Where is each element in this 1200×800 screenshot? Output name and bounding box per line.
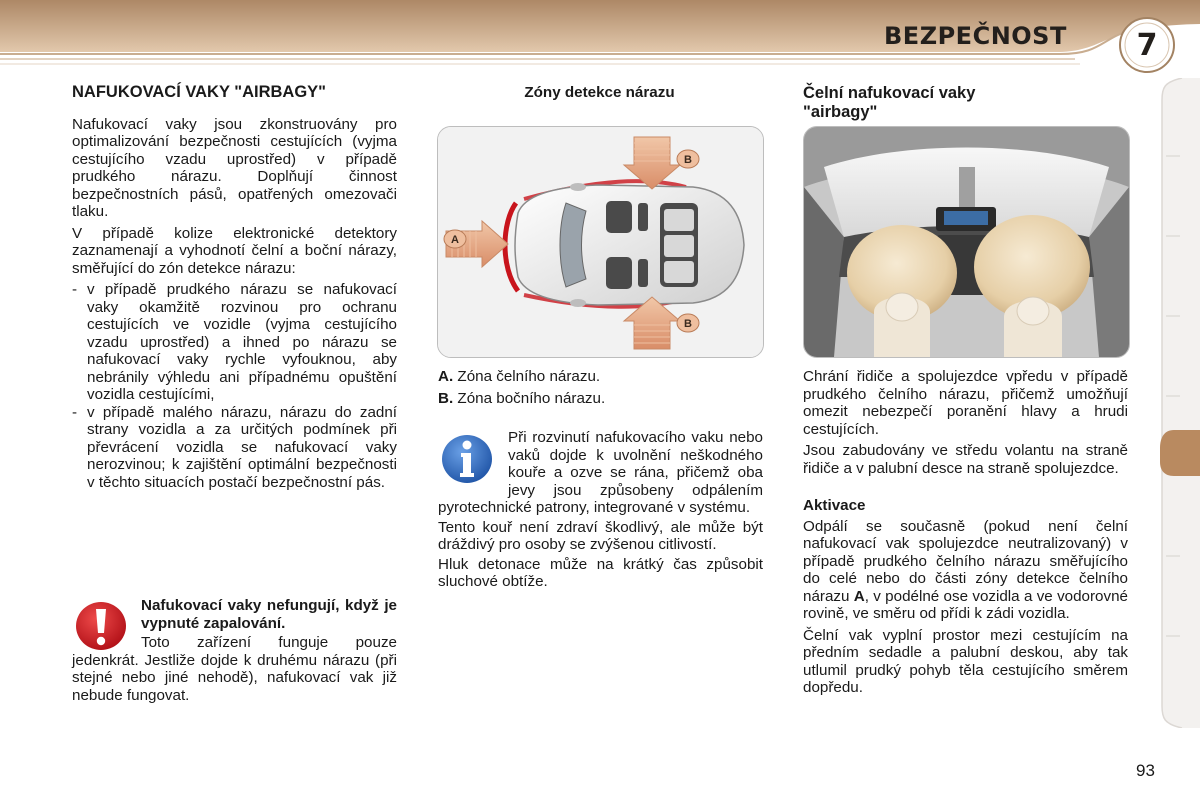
list-item-text: v případě malého nárazu, nárazu do zadní strany vozidla a za určitých podmínek při převrácení vozidla se nafukovací vaky nerozvinou; k zajištění optimální bezpečnosti v těchto situacích postačí bezpečnostní pás.: [87, 403, 397, 491]
left-column: [72, 82, 397, 491]
info-paragraph: Tento kouř není zdraví škodlivý, ale může být dráždivý pro osoby se zvýšenou citlivostí.: [438, 518, 763, 553]
label-b-bottom-badge: [677, 314, 699, 332]
list-item-text: v případě prudkého nárazu se nafukovací vaky okamžitě rozvinou pro ochranu cestujících ve vozidle (vyjma cestujícího vzadu uprostřed) a ihned po nárazu se nafukovací vaky rychle vyfouknou, aby nebránily výhledu ani případnému opuštění vozidla cestujícími,: [87, 281, 397, 403]
chapter-number: 7: [1136, 28, 1158, 63]
location-paragraph: Jsou zabudovány ve středu volantu na straně řidiče a v palubní desce na straně spolujezdce.: [803, 442, 1128, 477]
car-top-view-illustration: [438, 127, 763, 357]
legend-key: A.: [438, 368, 454, 385]
info-paragraph: Při rozvinutí nafukovacího vaku nebo vaků dojde k uvolnění neškodného kouře a ozve se rána, přičemž oba jevy jsou způsobeny odpálením pyrotechnické patrony, integrované v systému.: [438, 429, 763, 516]
label-a-badge: [444, 230, 466, 248]
label-b-top-badge: [677, 150, 699, 168]
legend-text: Zóna čelního nárazu.: [457, 368, 601, 385]
zones-legend: [438, 368, 763, 411]
legend-item: [438, 368, 763, 386]
warning-heading: Nafukovací vaky nefungují, když je vypnuté zapalování.: [141, 597, 397, 632]
frontal-airbags-photo: [803, 126, 1130, 358]
label-b-bottom: B: [684, 318, 692, 330]
page-number: 93: [1136, 761, 1155, 780]
chapter-title: BEZPEČNOST: [884, 22, 1067, 50]
warning-box: [72, 597, 397, 708]
activation-subheading: Aktivace: [803, 497, 866, 514]
list-item: - v případě prudkého nárazu se nafukovací vaky okamžitě rozvinou pro ochranu cestujících ve vozidle (vyjma cestujícího vzadu uprostřed) a ihned po nárazu se nafukovací vaky rychle vyfouknou, aby nebránily výhledu ani případnému opuštění vozidla cestujícími,: [72, 281, 397, 403]
info-box: [438, 429, 763, 595]
chapter-tabs: [1152, 78, 1200, 728]
info-paragraph: Hluk detonace může na krátký čas způsobit sluchové obtíže.: [438, 555, 763, 590]
zones-heading: Zóny detekce nárazu: [524, 84, 675, 101]
section-heading: NAFUKOVACÍ VAKY "AIRBAGY": [72, 83, 326, 101]
label-b-top: B: [684, 154, 692, 166]
list-item: - v případě malého nárazu, nárazu do zadní strany vozidla a za určitých podmínek při převrácení vozidla se nafukovací vaky nerozvinou; k zajištění optimální bezpečnosti v těchto situacích postačí bezpečnostní pás.: [72, 403, 397, 491]
right-heading-wrap: [803, 84, 1128, 122]
frontal-airbags-heading: Čelní nafukovací vaky "airbagy": [803, 84, 976, 121]
right-text: [803, 368, 1128, 701]
intro-paragraph: Nafukovací vaky jsou zkonstruovány pro optimalizování bezpečnosti cestujících (vyjma cestujícího vzadu uprostřed) v případě prudkého nárazu. Doplňují činnost bezpečnostních pásů, opatřených omezovači tlaku.: [72, 115, 397, 220]
zones-heading-wrap: [437, 84, 762, 102]
legend-key: B.: [438, 389, 454, 407]
detection-paragraph: V případě kolize elektronické detektory zaznamenají a vyhodnotí čelní a boční nárazy, směřující do zón detekce nárazu:: [72, 224, 397, 277]
activation-paragraph: Odpálí se současně (pokud není čelní nafukovací vak spolujezdce neutralizovaný) v případě prudkého čelního nárazu směřujícího do celé nebo do části zóny detekce čelního nárazu A, v podélné ose vozidla a ve vodorovné rovině, ve směru od přídi k zádi vozidla.: [803, 517, 1128, 622]
fill-paragraph: Čelní vak vyplní prostor mezi cestujícím na předním sedadle a palubní deskou, aby tak utlumil prudký pohyb těla cestujícího směrem dopředu.: [803, 626, 1128, 696]
legend-text: Zóna bočního nárazu.: [457, 389, 606, 407]
legend-item: [438, 390, 763, 408]
protection-paragraph: Chrání řidiče a spolujezdce vpředu v případě prudkého čelního nárazu, přičemž umožňují omezit nebezpečí poranění hlavy a hrudi cestujících.: [803, 368, 1128, 438]
label-a: A: [451, 234, 459, 246]
impact-zones-figure: [437, 126, 764, 358]
warning-text: Toto zařízení funguje pouze jedenkrát. Jestliže dojde k druhému nárazu (při stejné nebo jiné nehodě), nafukovací vak již nebude fungovat.: [72, 634, 397, 704]
